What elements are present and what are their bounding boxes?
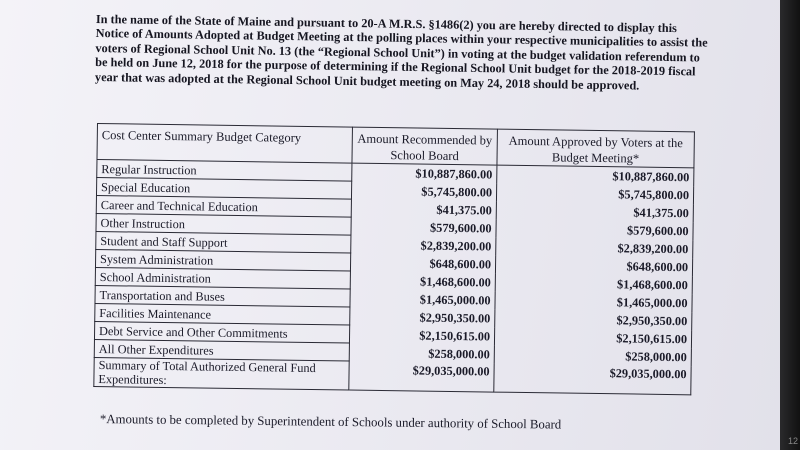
row-category: Regular Instruction — [97, 160, 352, 182]
row-approved: $1,468,600.00 — [495, 273, 692, 294]
budget-table — [93, 123, 695, 395]
row-category: Transportation and Buses — [95, 285, 350, 307]
row-category: Debt Service and Other Commitments — [94, 321, 349, 343]
row-recommended-total: $29,035,000.00 — [349, 361, 494, 392]
row-recommended: $2,950,350.00 — [350, 307, 495, 327]
row-category: All Other Expenditures — [94, 339, 349, 361]
row-category: Special Education — [96, 178, 351, 200]
row-category: Student and Staff Support — [96, 231, 351, 253]
row-approved: $258,000.00 — [494, 345, 691, 366]
row-category: System Administration — [95, 249, 350, 271]
row-recommended: $2,839,200.00 — [351, 235, 496, 255]
header-approved: Amount Approved by Voters at the Budget Meeting* — [497, 129, 694, 168]
row-approved: $2,150,615.00 — [494, 327, 691, 348]
bezel-mark: 12 — [787, 436, 798, 446]
row-recommended: $648,600.00 — [350, 253, 495, 273]
notice-paragraph — [95, 12, 708, 94]
monitor-bezel — [780, 0, 800, 450]
row-approved: $1,465,000.00 — [495, 291, 692, 312]
row-category: School Administration — [95, 267, 350, 289]
row-category: Other Instruction — [96, 213, 351, 235]
row-approved: $5,745,800.00 — [496, 183, 693, 204]
row-category-total: Summary of Total Authorized General Fund Expenditures: — [94, 357, 349, 390]
budget-table-container — [93, 123, 695, 395]
row-recommended: $10,887,860.00 — [352, 163, 497, 183]
row-category: Facilities Maintenance — [95, 303, 350, 325]
header-category: Cost Center Summary Budget Category — [97, 124, 352, 164]
footnote: *Amounts to be completed by Superintendent of Schools under authority of School Board — [99, 412, 562, 432]
row-approved: $2,950,350.00 — [495, 309, 692, 330]
row-approved: $10,887,860.00 — [497, 165, 694, 186]
row-approved-total: $29,035,000.00 — [494, 363, 691, 395]
row-approved: $579,600.00 — [496, 219, 693, 240]
row-approved: $2,839,200.00 — [496, 237, 693, 258]
row-recommended: $1,468,600.00 — [350, 271, 495, 291]
header-recommended: Amount Recommended by School Board — [352, 127, 497, 165]
notice-text: In the name of the State of Maine and pursuant to 20-A M.R.S. §1486(2) you are hereby directed to display this Notice of Amounts Adopted at Budget Meeting at the polling places within your respective municipalities to assist the voters of Regional School Unit No. 13 (the “Regional School Unit”) in voting at the budget validation referendum to be held on June 12, 2018 for the purpose of determining if the Regional School Unit budget for the 2018-2019 fiscal year that was adopted at the Regional School Unit budget meeting on May 24, 2018 should be approved. — [94, 12, 708, 93]
row-category: Career and Technical Education — [96, 195, 351, 217]
row-recommended: $41,375.00 — [351, 199, 496, 219]
row-recommended: $5,745,800.00 — [351, 181, 496, 201]
row-approved: $41,375.00 — [496, 201, 693, 222]
row-recommended: $2,150,615.00 — [349, 325, 494, 345]
row-recommended: $579,600.00 — [351, 217, 496, 237]
row-approved: $648,600.00 — [495, 255, 692, 276]
row-recommended: $258,000.00 — [349, 343, 494, 363]
row-recommended: $1,465,000.00 — [350, 289, 495, 309]
